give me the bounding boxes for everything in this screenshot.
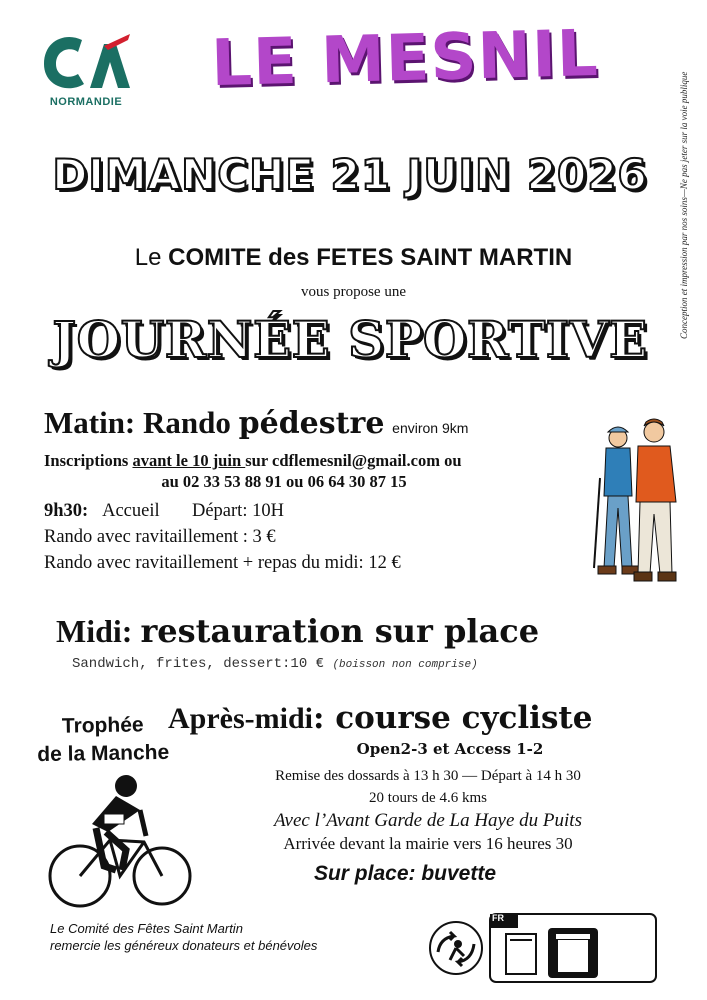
page-title: LE MESNIL (210, 16, 600, 102)
propose-text: vous propose une (301, 284, 406, 300)
afternoon-text: course cycliste (335, 700, 593, 736)
morning-label: Matin: (44, 405, 144, 440)
noon-label: Midi: (56, 613, 141, 649)
registration-deadline: avant le 10 juin (132, 451, 246, 470)
registration-info (44, 450, 584, 492)
race-laps: 20 tours de 4.6 kms (369, 790, 487, 806)
hikers-illustration (588, 418, 688, 588)
morning-pedestre: pédestre (238, 406, 385, 441)
noon-menu (72, 656, 478, 672)
registration-phones: au 02 33 53 88 91 ou 06 64 30 87 15 (161, 472, 407, 491)
registration-contact: sur cdflemesnil@gmail.com ou (245, 451, 462, 470)
trophy-line1: Trophée (61, 713, 144, 738)
trophy-line2: de la Manche (37, 740, 170, 767)
refreshments: Sur place: buvette (313, 862, 497, 885)
cyclist-illustration (44, 770, 194, 910)
triman-icon (428, 920, 484, 976)
schedule-depart: Départ: 10H (191, 501, 284, 521)
afternoon-heading (168, 700, 592, 736)
morning-distance: environ 9km (392, 420, 469, 436)
schedule (44, 498, 401, 576)
trophy-label (28, 711, 179, 770)
noon-heading (56, 612, 539, 650)
race-times (218, 765, 638, 809)
schedule-accueil: Accueil (102, 501, 160, 521)
registration-prefix: Inscriptions (44, 451, 133, 470)
price-rando-repas: Rando avec ravitaillement + repas du midi: 12 € (44, 553, 401, 573)
noon-menu-items: Sandwich, frites, dessert:10 € (72, 656, 333, 672)
event-date: DIMANCHE 21 JUIN 2026 (52, 150, 648, 199)
recycle-country: FR (492, 913, 504, 923)
schedule-times (44, 498, 401, 524)
morning-heading (44, 405, 468, 441)
race-club: Avec l’Avant Garde de La Haye du Puits (274, 810, 582, 831)
thanks-line1: Le Comité des Fêtes Saint Martin (50, 921, 243, 936)
race-finish: Arrivée devant la mairie vers 16 heures 30 (283, 834, 573, 853)
price-rando: Rando avec ravitaillement : 3 € (44, 527, 276, 547)
morning-rando: Rando (143, 405, 239, 440)
afternoon-label: Après-midi (168, 702, 313, 735)
organizer-prefix: Le (134, 244, 169, 271)
race-categories: Open2-3 et Access 1-2 (356, 740, 544, 758)
afternoon-colon: : (313, 700, 336, 736)
legal-note: Conception et impression par nos soins—Ne pas jeter sur la voie publique (679, 71, 689, 339)
schedule-time: 9h30: (44, 501, 89, 521)
recycling-info-icon (488, 912, 658, 984)
logo-region: NORMANDIE (49, 96, 123, 108)
organizer (0, 244, 707, 272)
noon-text: restauration sur place (140, 612, 540, 650)
thanks-line2: remercie les généreux donateurs et bénévoles (50, 938, 318, 953)
thanks-note (50, 920, 317, 954)
race-remise: Remise des dossards à 13 h 30 — Départ à 14 h 30 (275, 768, 581, 784)
organizer-name: COMITE des FETES SAINT MARTIN (168, 244, 573, 271)
noon-menu-note: (boisson non comprise) (332, 659, 478, 671)
event-title: JOURNÉE SPORTIVE (52, 310, 648, 369)
